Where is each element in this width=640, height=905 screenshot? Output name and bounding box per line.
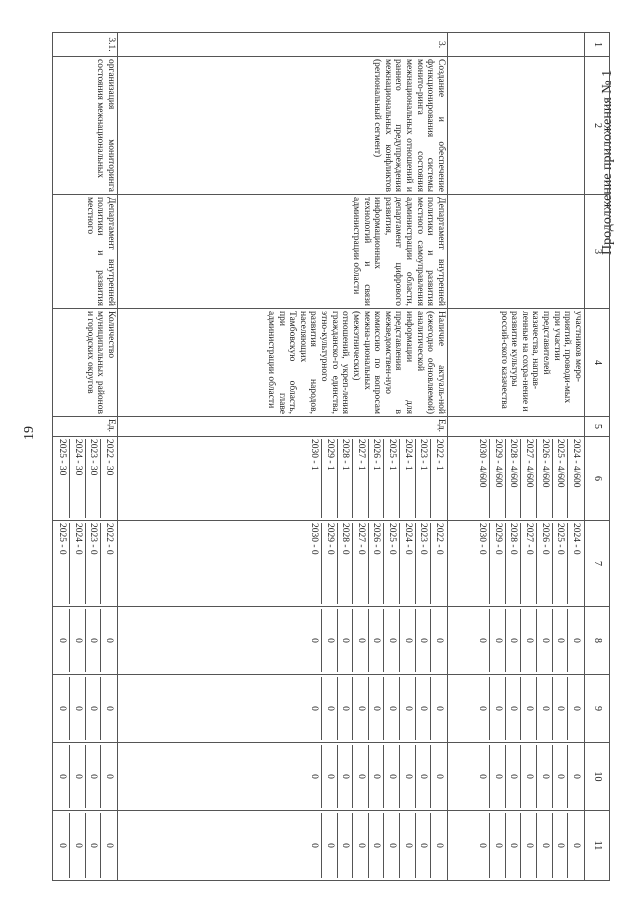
header-cell: 8 xyxy=(585,607,610,675)
value-column-8: 0 0 0 0 0 0 0 0 0 xyxy=(118,607,448,675)
indicator-text: Количество муниципальных районов и городских округов xyxy=(53,309,118,417)
measure-name: организация мониторинга состояния межнациональных xyxy=(53,57,118,195)
planned-values: 2022 - 1 2023 - 1 2024 - 1 2025 - 1 2026 - 1 2027 - 1 2028 - 1 2029 - 1 2030 - 1 xyxy=(118,437,448,521)
funding-values: 2022 - 0 2023 - 0 2024 - 0 2025 - 0 2026 - 0 2027 - 0 2028 - 0 2029 - 0 2030 - 0 xyxy=(118,521,448,607)
measure-name: Создание и обеспечение функционирования системы монито-ринга состояния межнациональных отношений и раннего предупреждения межнациональных конфликтов (региональный сегмент) xyxy=(118,57,448,195)
header-cell: 4 xyxy=(585,309,610,417)
value-column-11: 0 0 0 0 xyxy=(53,811,118,881)
planned-values: 2022 - 30 2023 - 30 2024 - 30 2025 - 30 xyxy=(53,437,118,521)
value-column-8: 0 0 0 0 0 0 0 xyxy=(448,607,585,675)
table-row-3 xyxy=(118,33,448,881)
appendix-caption: Продолжение приложения № 1 xyxy=(600,69,615,255)
header-cell: 1 xyxy=(585,33,610,57)
header-cell: 2 xyxy=(585,57,610,195)
unit: Ед. xyxy=(53,417,118,437)
responsible-executor: Департамент внутренней политики и развития местного xyxy=(53,195,118,309)
indicator-text: участников меро-приятий, проводи-мых при участии представителей казачества, направ-ленные на сохра-нение и развитие культуры россий-ского казачества xyxy=(448,309,585,417)
unit: Ед. xyxy=(118,417,448,437)
value-column-10: 0 0 0 0 0 0 0 xyxy=(448,743,585,811)
value-column-9: 0 0 0 0 xyxy=(53,675,118,743)
row-number: 3. xyxy=(118,33,448,57)
value-column-11: 0 0 0 0 0 0 0 xyxy=(448,811,585,881)
table-row-continued xyxy=(448,33,585,881)
value-column-8: 0 0 0 0 xyxy=(53,607,118,675)
header-cell: 10 xyxy=(585,743,610,811)
funding-values: 2024 - 0 2025 - 0 2026 - 0 2027 - 0 2028 - 0 2029 - 0 2030 - 0 xyxy=(448,521,585,607)
value-column-10: 0 0 0 0 xyxy=(53,743,118,811)
page-number: 19 xyxy=(22,426,37,440)
row-number: 3.1. xyxy=(53,33,118,57)
header-cell: 5 xyxy=(585,417,610,437)
header-cell: 11 xyxy=(585,811,610,881)
header-cell: 3 xyxy=(585,195,610,309)
rotated-page xyxy=(57,32,610,880)
planned-values: 2024 - 4/600 2025 - 4/600 2026 - 4/600 2027 - 4/600 2028 - 4/600 2029 - 4/600 2030 - 4/600 xyxy=(448,437,585,521)
table-row-3-1 xyxy=(53,33,118,881)
program-table xyxy=(53,32,611,881)
header-cell: 9 xyxy=(585,675,610,743)
value-column-9: 0 0 0 0 0 0 0 xyxy=(448,675,585,743)
column-numbers-row xyxy=(585,33,610,881)
value-column-11: 0 0 0 0 0 0 0 0 0 xyxy=(118,811,448,881)
indicator-text: Наличие актуаль-ной (ежегодно обновляемой) аналитической информации для представления в межведомствен-ную комиссию по вопросам межна-циональных (межэтнических) отношений, укреп-ления гражданско-го единства, этно-культурного развития народов, населяющих Тамбовскую область, при главе администрации области xyxy=(118,309,448,417)
responsible-executor: Департамент внутренней политики и развития местного самоуправления администрации области, департамент цифрового развития, информационных технологий и связи администрации области xyxy=(118,195,448,309)
funding-values: 2022 - 0 2023 - 0 2024 - 0 2025 - 0 xyxy=(53,521,118,607)
value-column-10: 0 0 0 0 0 0 0 0 0 xyxy=(118,743,448,811)
value-column-9: 0 0 0 0 0 0 0 0 0 xyxy=(118,675,448,743)
header-cell: 6 xyxy=(585,437,610,521)
header-cell: 7 xyxy=(585,521,610,607)
